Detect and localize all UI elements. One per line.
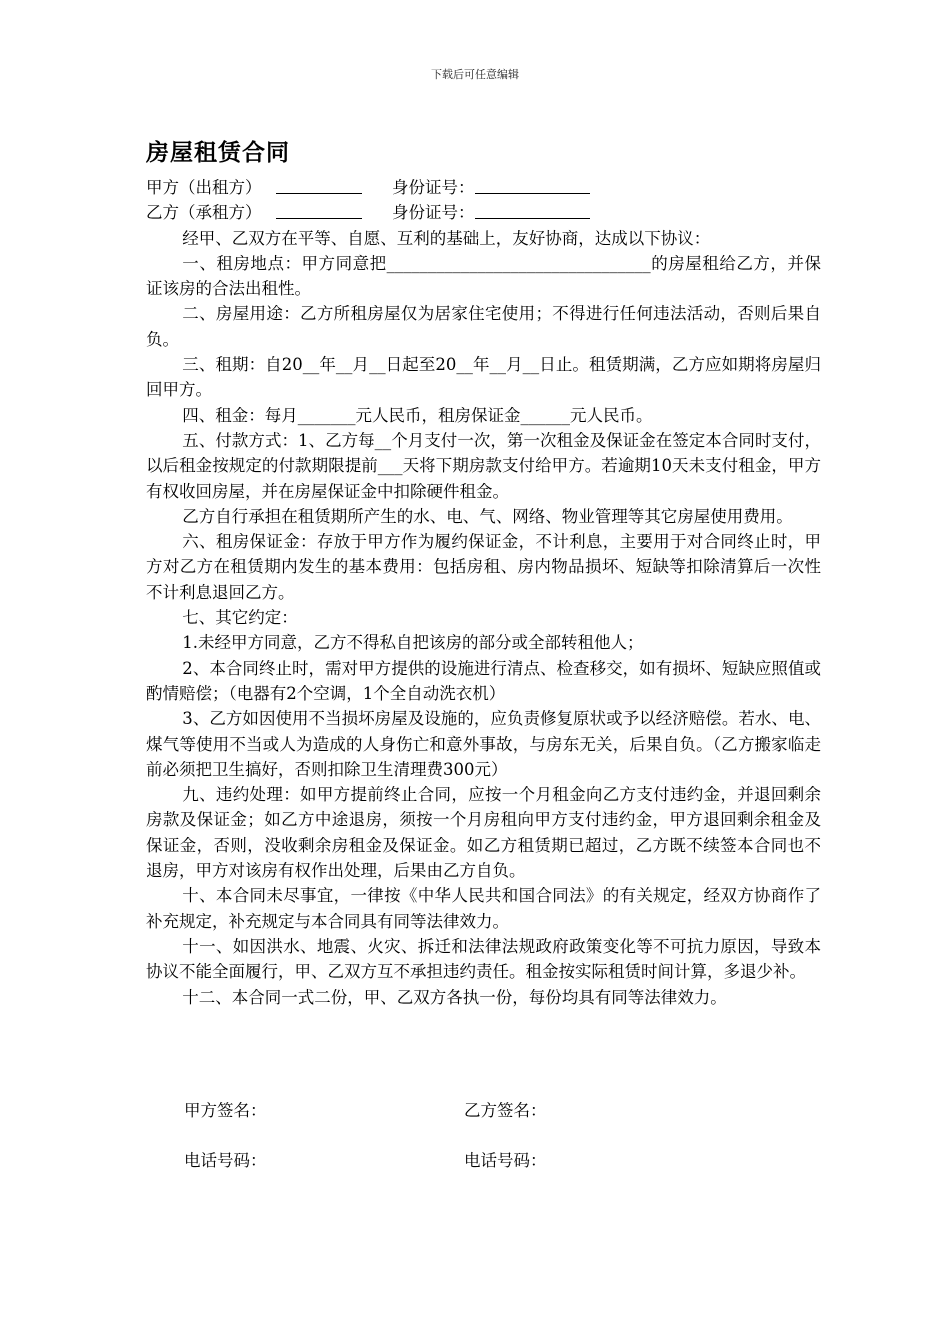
- party-a-id-label: 身份证号：: [392, 178, 475, 197]
- document-title: 房屋租赁合同: [146, 140, 290, 166]
- party-a-phone: 电话号码：: [184, 1151, 267, 1170]
- party-b-signature: 乙方签名：: [464, 1101, 547, 1120]
- paragraph-clause-11: 十一、如因洪水、地震、火灾、拆迁和法律法规政府政策变化等不可抗力原因，导致本协议不能全面履行，甲、乙双方互不承担违约责任。租金按实际租赁时间计算，多退少补。: [146, 936, 821, 982]
- party-b-label: 乙方（承租方）: [146, 203, 262, 223]
- paragraph-clause-7-item-2: 2、本合同终止时，需对甲方提供的设施进行清点、检查移交，如有损坏、短缺应照值或酌情赔偿；（电器有2个空调，1个全自动洗衣机）: [146, 658, 821, 703]
- party-b-id-blank: [475, 200, 590, 219]
- paragraph-clause-9: 九、违约处理：如甲方提前终止合同，应按一个月租金向乙方支付违约金，并退回剩余房款及保证金；如乙方中途退房，须按一个月房租向甲方支付违约金，甲方退回剩余租金及保证金，否则，没收剩余房租金及保证金。如乙方租赁期已超过，乙方既不续签本合同也不退房，甲方对该房有权作出处理，后果由乙方自负。: [146, 785, 821, 881]
- paragraph-clause-3: 三、租期：自20__年__月__日起至20__年__月__日止。租赁期满，乙方应如期将房屋归回甲方。: [146, 355, 821, 400]
- paragraph-clause-10: 十、本合同未尽事宜，一律按《中华人民共和国合同法》的有关规定，经双方协商作了补充规定，补充规定与本合同具有同等法律效力。: [146, 886, 821, 931]
- party-a-line: [146, 175, 821, 200]
- paragraph-clause-12: 十二、本合同一式二份，甲、乙双方各执一份，每份均具有同等法律效力。: [182, 987, 727, 1007]
- paragraph-clause-5-note: 乙方自行承担在租赁期所产生的水、电、气、网络、物业管理等其它房屋使用费用。: [182, 506, 793, 526]
- paragraph-clause-1: 一、租房地点：甲方同意把________________________________的房屋租给乙方，并保证该房的合法出租性。: [146, 253, 821, 299]
- party-b-line: [146, 200, 821, 225]
- signature-row: [184, 1097, 744, 1121]
- party-a-signature: 甲方签名：: [184, 1101, 267, 1120]
- contract-body: [146, 175, 821, 1010]
- paragraph-clause-7: 七、其它约定：: [182, 608, 298, 628]
- paragraph-intro: 经甲、乙双方在平等、自愿、互利的基础上，友好协商，达成以下协议：: [182, 228, 711, 248]
- paragraph-clause-4: 四、租金：每月_______元人民币，租房保证金______元人民币。: [182, 405, 653, 425]
- paragraph-clause-2: 二、房屋用途：乙方所租房屋仅为居家住宅使用；不得进行任何违法活动，否则后果自负。: [146, 304, 821, 349]
- paragraph-clause-6: 六、租房保证金：存放于甲方作为履约保证金，不计利息，主要用于对合同终止时，甲方对乙方在租赁期内发生的基本费用：包括房租、房内物品损坏、短缺等扣除清算后一次性不计利息退回乙方。: [146, 532, 821, 602]
- party-a-id-blank: [475, 175, 590, 194]
- paragraph-clause-5: 五、付款方式：1、乙方每__个月支付一次，第一次租金及保证金在签定本合同时支付，以后租金按规定的付款期限提前___天将下期房款支付给甲方。若逾期10天未支付租金，甲方有权收回房屋，并在房屋保证金中扣除硬件租金。: [146, 430, 821, 501]
- party-b-id-label: 身份证号：: [392, 203, 475, 223]
- paragraph-clause-7-item-3: 3、乙方如因使用不当损坏房屋及设施的，应负责修复原状或予以经济赔偿。若水、电、煤气等使用不当或人为造成的人身伤亡和意外事故，与房东无关，后果自负。（乙方搬家临走前必须把卫生搞好，否则扣除卫生清理费300元）: [146, 709, 821, 779]
- header-note: 下载后可任意编辑: [431, 68, 519, 81]
- party-b-phone: 电话号码：: [464, 1151, 547, 1170]
- paragraph-clause-7-item-1: 1.未经甲方同意，乙方不得私自把该房的部分或全部转租他人；: [182, 633, 644, 653]
- phone-row: [184, 1147, 744, 1171]
- party-a-name-blank: [276, 175, 362, 194]
- party-b-name-blank: [276, 200, 362, 219]
- party-a-label: 甲方（出租方）: [146, 178, 262, 197]
